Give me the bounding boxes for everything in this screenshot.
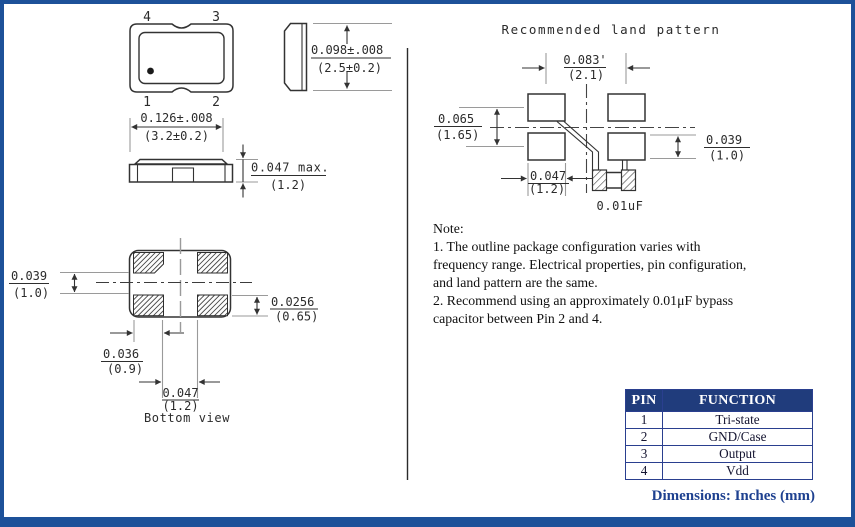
dim-pitch-v-mm: (1.65) <box>436 128 480 142</box>
pin-function: GND/Case <box>663 429 813 446</box>
note-block <box>433 220 746 329</box>
note-line: capacitor between Pin 2 and 4. <box>433 311 603 327</box>
function-column-header: FUNCTION <box>663 390 813 412</box>
pin-number: 2 <box>626 429 663 446</box>
pin-function: Output <box>663 446 813 463</box>
package-top-view <box>130 10 233 110</box>
pin-function: Vdd <box>663 463 813 480</box>
dim-pad-gap-h-mm: (1.2) <box>162 399 199 413</box>
table-row <box>626 429 813 446</box>
table-row <box>626 412 813 429</box>
package-bottom-view <box>9 238 318 425</box>
pin-number: 3 <box>626 446 663 463</box>
dim-pitch-h-mm: (2.1) <box>567 68 605 82</box>
footer-bar <box>0 517 855 527</box>
pin-function-table <box>625 389 813 480</box>
dimensions-units-label: Dimensions: Inches (mm) <box>651 488 815 504</box>
pin-column-header: PIN <box>626 390 663 412</box>
dim-thickness-inches: 0.047 max. <box>251 160 330 175</box>
dim-pad-gap-v-inches: 0.039 <box>11 269 48 283</box>
table-row <box>626 463 813 480</box>
dim-land-pad-h-inches: 0.039 <box>706 133 743 147</box>
dim-width-inches: 0.126±.008 <box>140 111 213 125</box>
note-line: frequency range. Electrical properties, pin configuration, <box>433 257 747 273</box>
package-front-view <box>130 111 330 198</box>
dim-pad-h-mm: (0.65) <box>275 309 319 324</box>
dim-pad-w-inches: 0.036 <box>103 347 140 361</box>
dim-pad-w-mm: (0.9) <box>107 362 144 376</box>
pin1-indicator-dot <box>147 68 154 75</box>
note-heading: Note: <box>433 221 464 236</box>
dim-land-pad-w-inches: 0.047 <box>529 169 567 183</box>
dim-land-pad-w-mm: (1.2) <box>528 182 566 196</box>
dim-pad-h-inches: 0.0256 <box>271 295 315 309</box>
dim-pitch-v-inches: 0.065 <box>438 112 475 126</box>
dim-pad-gap-h-inches: 0.047 <box>162 386 199 400</box>
pin-function: Tri-state <box>663 412 813 429</box>
dim-height-mm: (2.5±0.2) <box>317 61 383 75</box>
pad-4-hatched <box>198 295 228 316</box>
dim-land-pad-h-mm: (1.0) <box>709 148 746 163</box>
dim-height-inches: 0.098±.008 <box>311 43 384 57</box>
pin-number: 4 <box>626 463 663 480</box>
table-header-row <box>626 390 813 412</box>
pin-number: 1 <box>626 412 663 429</box>
pad-2-hatched <box>198 253 228 274</box>
pin-label-4: 4 <box>143 10 151 25</box>
table-row <box>626 446 813 463</box>
note-line: and land pattern are the same. <box>433 275 598 291</box>
dim-thickness-mm: (1.2) <box>269 178 307 192</box>
land-pattern-title: Recommended land pattern <box>501 22 721 37</box>
land-pattern-drawing <box>434 22 750 213</box>
note-line: 2. Recommend using an approximately 0.01μF bypass <box>433 293 734 309</box>
note-line: 1. The outline package configuration varies with <box>433 239 701 255</box>
capacitor-value-label: 0.01uF <box>596 199 644 213</box>
pin-label-2: 2 <box>212 95 220 110</box>
pad-3-hatched <box>134 295 164 316</box>
dim-pitch-h-inches: 0.083' <box>563 53 607 67</box>
bottom-view-label: Bottom view <box>143 411 231 425</box>
pin-label-1: 1 <box>143 95 151 110</box>
dim-pad-gap-v-mm: (1.0) <box>13 286 50 300</box>
dim-width-mm: (3.2±0.2) <box>143 129 210 143</box>
bypass-capacitor <box>593 170 636 191</box>
pin-label-3: 3 <box>212 10 220 25</box>
package-side-view <box>285 24 393 91</box>
